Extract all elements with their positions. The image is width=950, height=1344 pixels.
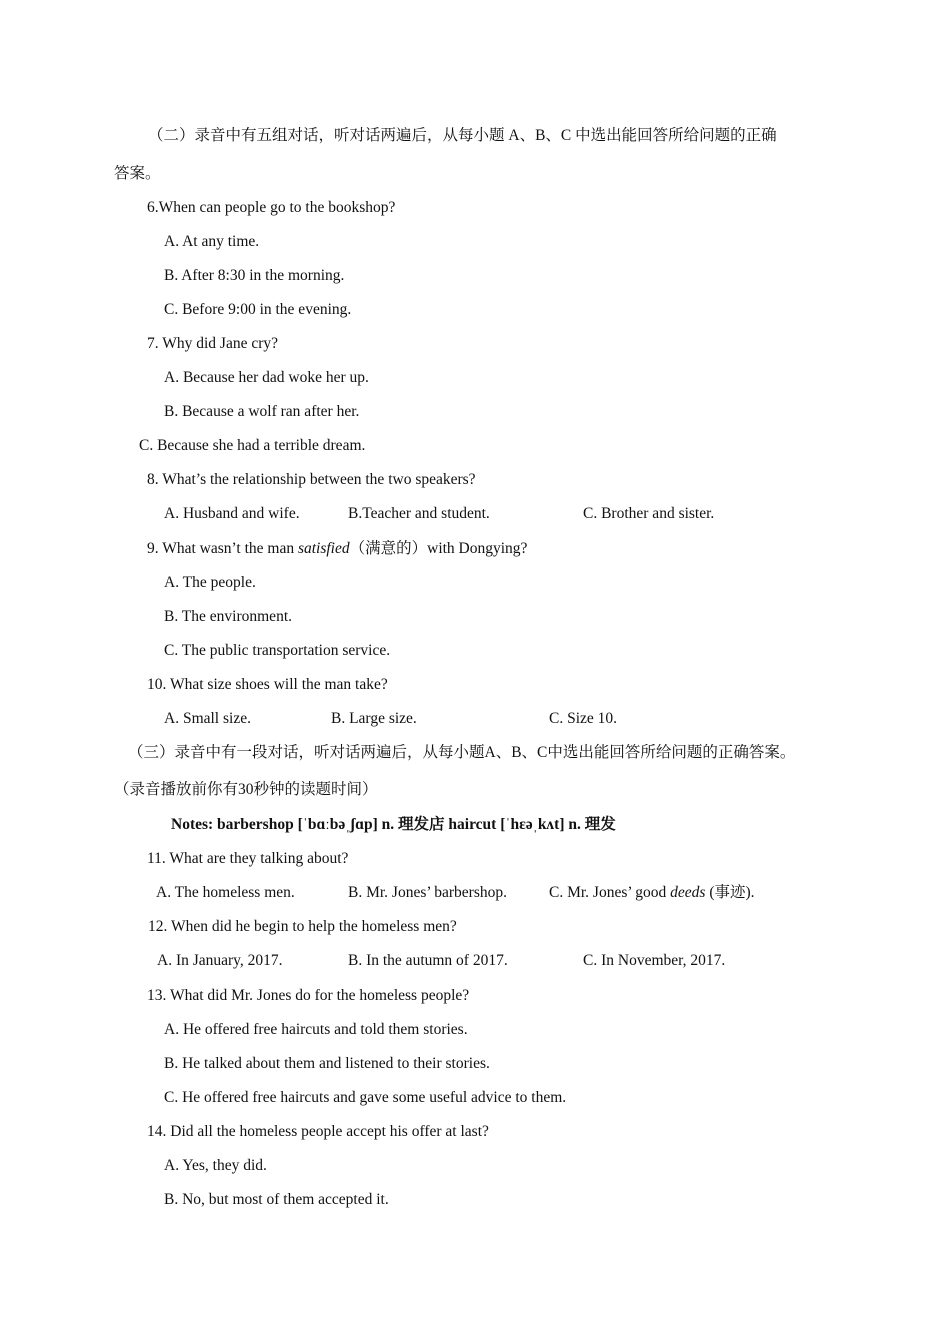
question-8: 8. What’s the relationship between the two speakers? — [147, 471, 476, 488]
question-6: 6.When can people go to the bookshop? — [147, 199, 396, 216]
question-13: 13. What did Mr. Jones do for the homeless people? — [147, 987, 470, 1004]
q10-option-b: B. Large size. — [331, 710, 417, 727]
q9-option-a: A. The people. — [164, 574, 256, 591]
question-11: 11. What are they talking about? — [147, 850, 349, 867]
section-2-intro-line-2: 答案。 — [114, 165, 161, 182]
q12-option-c: C. In November, 2017. — [583, 952, 726, 969]
q13-option-a: A. He offered free haircuts and told them stories. — [164, 1021, 468, 1038]
question-7: 7. Why did Jane cry? — [147, 335, 278, 352]
q8-option-b: B.Teacher and student. — [348, 505, 490, 522]
q6-option-b: B. After 8:30 in the morning. — [164, 267, 345, 284]
q9-option-c: C. The public transportation service. — [164, 642, 391, 659]
q8-option-c: C. Brother and sister. — [583, 505, 715, 522]
q13-option-c: C. He offered free haircuts and gave some useful advice to them. — [164, 1089, 567, 1106]
question-14: 14. Did all the homeless people accept his offer at last? — [147, 1123, 489, 1140]
q11-option-c — [549, 883, 755, 903]
section-3-intro-line-2: （录音播放前你有30秒钟的读题时间） — [114, 781, 378, 798]
vocabulary-notes: Notes: barbershop [ˈbɑːbəˌʃɑp] n. 理发店 haircut [ˈhɛəˌkʌt] n. 理发 — [171, 816, 616, 833]
q11-option-c-end: (事迹). — [705, 884, 755, 901]
q11-option-c-start: C. Mr. Jones’ good — [549, 884, 671, 901]
question-12: 12. When did he begin to help the homeless men? — [148, 918, 457, 935]
q9-keyword: satisfied — [297, 540, 350, 557]
section-3-intro-line-1: （三）录音中有一段对话，听对话两遍后，从每小题A、B、C中选出能回答所给问题的正确答案。 — [128, 744, 796, 761]
q7-option-b: B. Because a wolf ran after her. — [164, 403, 360, 420]
q14-option-a: A. Yes, they did. — [164, 1157, 267, 1174]
q9-question-end: （满意的）with Dongying? — [349, 540, 528, 557]
q7-option-a: A. Because her dad woke her up. — [164, 369, 369, 386]
q13-option-b: B. He talked about them and listened to their stories. — [164, 1055, 490, 1072]
q6-option-c: C. Before 9:00 in the evening. — [164, 301, 352, 318]
q8-option-a: A. Husband and wife. — [164, 505, 300, 522]
q11-option-a: A. The homeless men. — [156, 884, 295, 901]
q9-option-b: B. The environment. — [164, 608, 292, 625]
q11-option-c-keyword: deeds — [670, 884, 706, 901]
q10-option-a: A. Small size. — [164, 710, 251, 727]
q9-question-start: 9. What wasn’t the man — [147, 540, 298, 557]
q10-option-c: C. Size 10. — [549, 710, 618, 727]
question-9 — [147, 539, 527, 559]
q14-option-b: B. No, but most of them accepted it. — [164, 1191, 389, 1208]
q6-option-a: A. At any time. — [164, 233, 260, 250]
q11-option-b: B. Mr. Jones’ barbershop. — [348, 884, 507, 901]
q12-option-a: A. In January, 2017. — [157, 952, 283, 969]
q12-option-b: B. In the autumn of 2017. — [348, 952, 508, 969]
question-10: 10. What size shoes will the man take? — [147, 676, 388, 693]
section-2-intro-line-1: （二）录音中有五组对话，听对话两遍后，从每小题 A、B、C 中选出能回答所给问题的正确 — [148, 127, 777, 144]
q7-option-c: C. Because she had a terrible dream. — [139, 437, 366, 454]
